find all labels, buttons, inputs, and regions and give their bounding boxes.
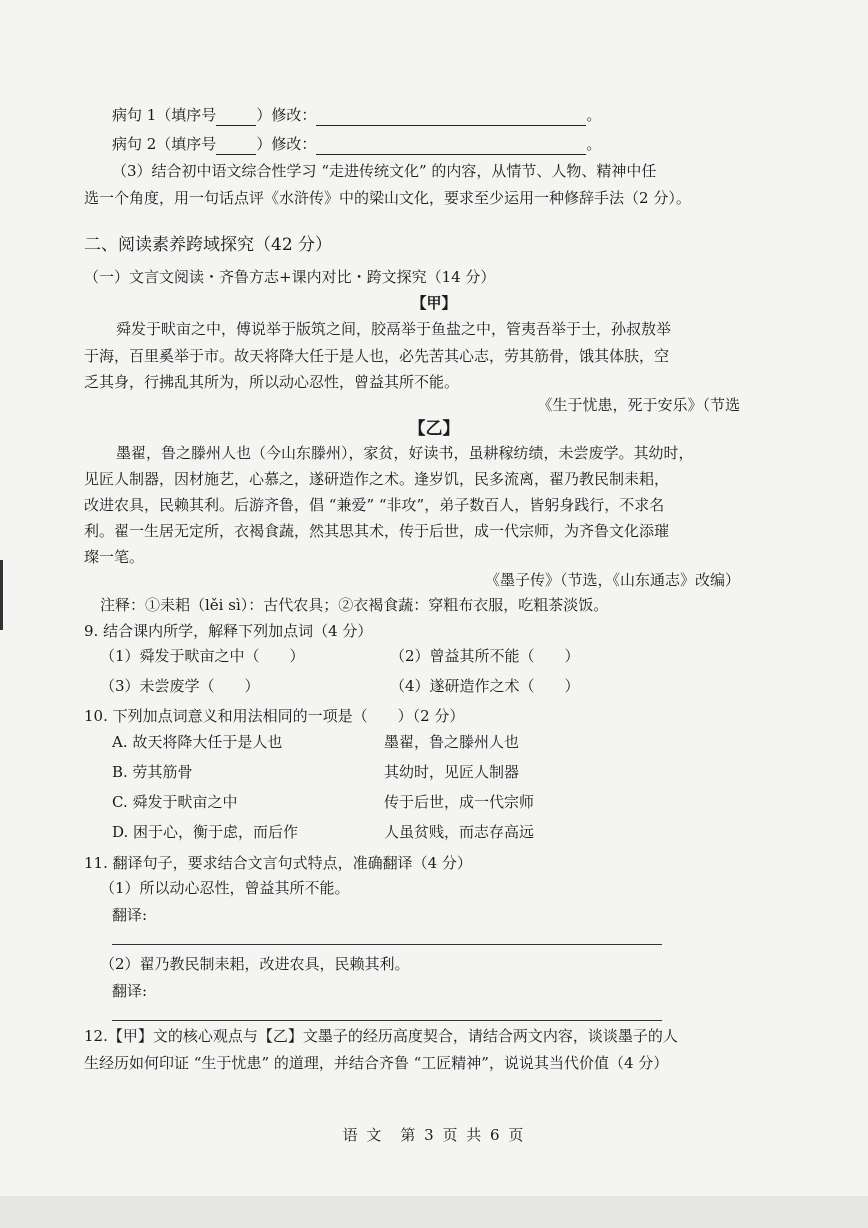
q10-option-d-left: D. 困于心，衡于虑，而后作 [112, 823, 299, 841]
passage-jia-line-1: 舜发于畎亩之中，傅说举于版筑之间，胶鬲举于鱼盐之中，管夷吾举于士，孙叔敖举 [116, 320, 672, 338]
q11-answer-line-1[interactable] [112, 944, 662, 945]
q9-stem: 9. 结合课内所学，解释下列加点词（4 分） [84, 622, 373, 640]
q10-option-b-left: B. 劳其筋骨 [112, 763, 193, 781]
q10-option-b-right: 其幼时，见匠人制器 [384, 763, 520, 781]
passage-jia-line-2: 于海，百里奚举于市。故天将降大任于是人也，必先苦其心志，劳其筋骨，饿其体肤，空 [84, 347, 670, 365]
bingju-2-line: 病句 2（填序号 ）修改： 。 [112, 135, 602, 153]
passage-yi-source: 《墨子传》（节选，《山东通志》改编） [484, 571, 740, 589]
passage-yi-line-2: 见匠人制器，因材施艺，心慕之，遂研造作之术。逢岁饥，民多流离，翟乃教民制耒耜， [84, 470, 670, 488]
q9-item-1: （1）舜发于畎亩之中（ ） [100, 647, 305, 665]
bingju-2-label: 病句 2（填序号 [112, 135, 217, 153]
passage-jia-source: 《生于忧患，死于安乐》（节选 [537, 396, 740, 414]
q11-translate-label-2: 翻译: [112, 982, 148, 1000]
q11-answer-line-2[interactable] [112, 1020, 662, 1021]
bingju-1-label: 病句 1（填序号 [112, 106, 217, 124]
passage-yi-line-5: 璨一笔。 [84, 548, 145, 566]
bingju-2-fix-blank[interactable] [316, 138, 586, 155]
scan-bottom-band [0, 1196, 868, 1228]
q12-line-2: 生经历如何印证 “生于忧患” 的道理，并结合齐鲁 “工匠精神”，说说其当代价值（4 分） [84, 1054, 669, 1072]
q10-option-c-left: C. 舜发于畎亩之中 [112, 793, 238, 811]
bingju-2-fix-label: ）修改： [256, 135, 317, 153]
bingju-1-fix-label: ）修改： [256, 106, 317, 124]
scan-edge-mark [0, 560, 3, 630]
q10-option-c-right: 传于后世，成一代宗师 [384, 793, 535, 811]
q10-option-a-right: 墨翟，鲁之滕州人也 [384, 733, 520, 751]
q3-line-1: （3）结合初中语文综合性学习 “走进传统文化” 的内容，从情节、人物、精神中任 [112, 162, 657, 180]
section-2-heading: 二、阅读素养跨域探究（42 分） [84, 235, 333, 255]
q10-option-a-left: A. 故天将降大任于是人也 [112, 733, 283, 751]
bingju-1-line: 病句 1（填序号 ）修改： 。 [112, 106, 602, 124]
passage-yi-note: 注释：①耒耜（lěi sì）：古代农具；②衣褐食蔬：穿粗布衣服，吃粗茶淡饭。 [100, 596, 609, 614]
passage-jia-label: 【甲】 [411, 294, 457, 312]
q9-item-2: （2）曾益其所不能（ ） [390, 647, 580, 665]
passage-yi-line-1: 墨翟，鲁之滕州人也（今山东滕州），家贫，好读书，虽耕稼纺绩，未尝废学。其幼时， [116, 444, 694, 462]
q3-line-2: 选一个角度，用一句话点评《水浒传》中的梁山文化，要求至少运用一种修辞手法（2 分）。 [84, 189, 691, 207]
passage-yi-label: 【乙】 [408, 419, 460, 439]
bingju-1-number-blank[interactable] [216, 109, 256, 126]
section-2-sub-1: （一）文言文阅读・齐鲁方志+课内对比・跨文探究（14 分） [84, 268, 496, 286]
page-footer: 语 文 第 3 页 共 6 页 [342, 1126, 526, 1144]
passage-yi-line-4: 利。翟一生居无定所，衣褐食蔬，然其思其术，传于后世，成一代宗师，为齐鲁文化添璀 [84, 522, 670, 540]
q10-option-d-right: 人虽贫贱，而志存高远 [384, 823, 535, 841]
q11-sentence-2: （2）翟乃教民制耒耜，改进农具，民赖其利。 [100, 955, 410, 973]
q10-stem: 10. 下列加点词意义和用法相同的一项是（ ）（2 分） [84, 707, 465, 725]
q11-stem: 11. 翻译句子，要求结合文言句式特点，准确翻译（4 分） [84, 854, 472, 872]
passage-yi-line-3: 改进农具，民赖其利。后游齐鲁，倡 “兼爱” “非攻”，弟子数百人，皆躬身践行，不求名 [84, 496, 665, 514]
q12-line-1: 12.【甲】文的核心观点与【乙】文墨子的经历高度契合，请结合两文内容，谈谈墨子的人 [84, 1027, 678, 1045]
passage-jia-line-3: 乏其身，行拂乱其所为，所以动心忍性，曾益其所不能。 [84, 373, 460, 391]
q9-item-4: （4）遂研造作之术（ ） [390, 677, 580, 695]
q11-translate-label-1: 翻译: [112, 906, 148, 924]
q11-sentence-1: （1）所以动心忍性，曾益其所不能。 [100, 879, 350, 897]
q9-item-3: （3）未尝废学（ ） [100, 677, 260, 695]
bingju-1-fix-blank[interactable] [316, 109, 586, 126]
bingju-2-number-blank[interactable] [216, 138, 256, 155]
